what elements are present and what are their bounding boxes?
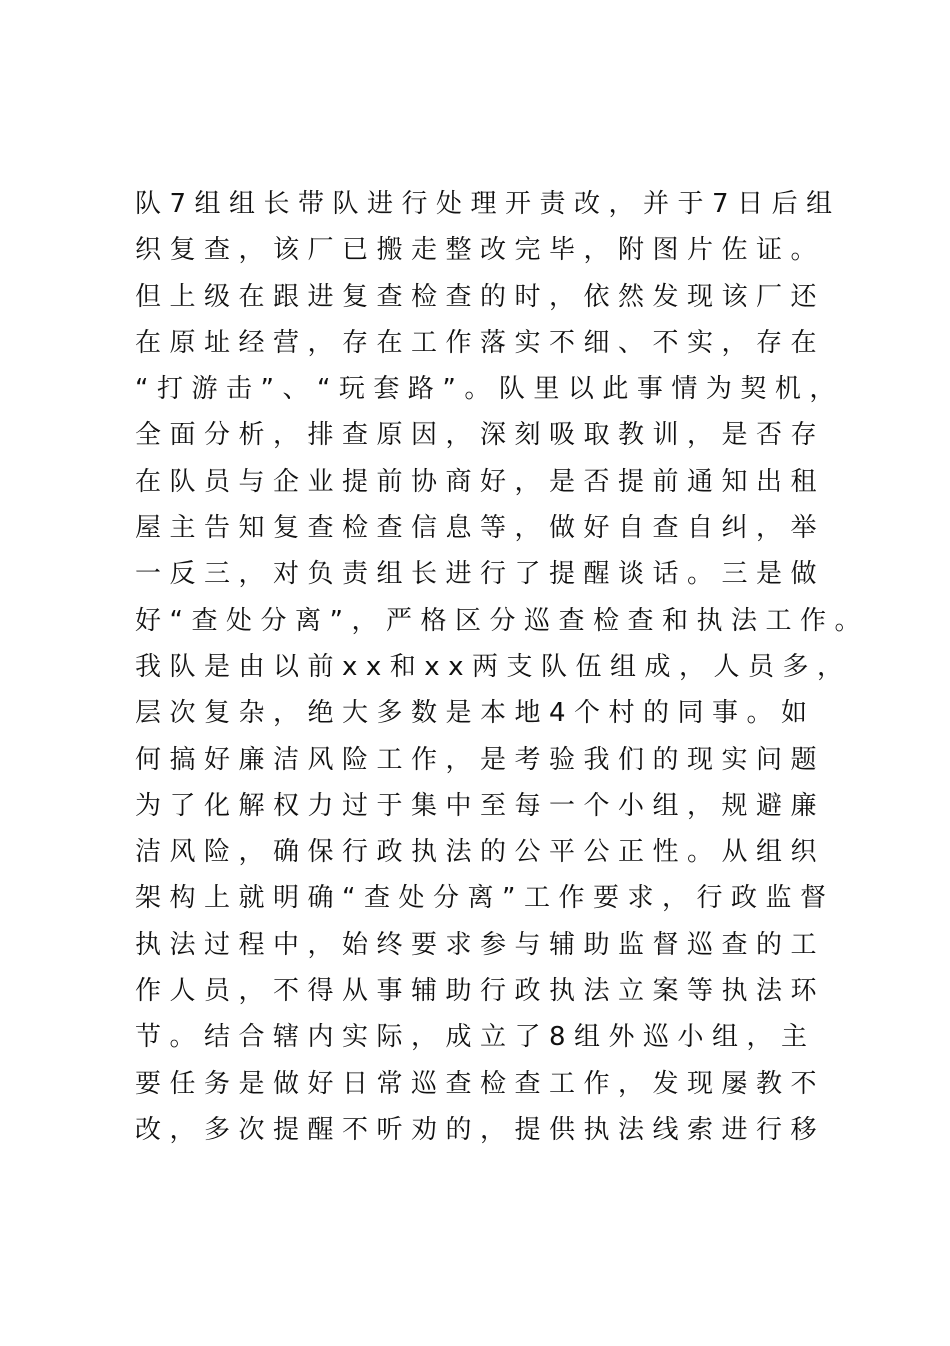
- text-line: 架构上就明确“查处分离”工作要求，行政监督: [135, 883, 835, 914]
- text-line: 在原址经营，存在工作落实不细、不实，存在: [135, 327, 826, 358]
- text-line: 我队是由以前xx和xx两支队伍组成，人员多，: [135, 651, 852, 682]
- text-line: 一反三，对负责组长进行了提醒谈话。三是做: [135, 559, 826, 590]
- text-line: 为了化解权力过于集中至每一个小组，规避廉: [135, 790, 826, 821]
- text-line: 要任务是做好日常巡查检查工作，发现屡教不: [135, 1068, 826, 1099]
- text-line: “打游击”、“玩套路”。队里以此事情为契机，: [135, 374, 844, 405]
- text-line: 屋主告知复查检查信息等，做好自查自纠，举: [135, 513, 826, 544]
- text-line: 作人员，不得从事辅助行政执法立案等执法环: [135, 976, 826, 1007]
- text-line: 织复查，该厂已搬走整改完毕，附图片佐证。: [135, 235, 826, 266]
- text-line: 队7组组长带队进行处理开责改，并于7日后组: [135, 189, 841, 219]
- text-line: 在队员与企业提前协商好，是否提前通知出租: [135, 466, 826, 497]
- text-line: 好“查处分离”，严格区分巡查检查和执法工作。: [135, 605, 869, 636]
- text-line: 改，多次提醒不听劝的，提供执法线索进行移: [135, 1114, 826, 1145]
- text-line: 洁风险，确保行政执法的公平公正性。从组织: [135, 837, 826, 868]
- text-line: 执法过程中，始终要求参与辅助监督巡查的工: [135, 929, 826, 960]
- body-text: [135, 181, 895, 1153]
- text-line: 层次复杂，绝大多数是本地4个村的同事。如: [135, 698, 816, 729]
- text-line: 何搞好廉洁风险工作，是考验我们的现实问题: [135, 744, 826, 775]
- text-line: 全面分析，排查原因，深刻吸取教训，是否存: [135, 420, 826, 451]
- text-line: 但上级在跟进复查检查的时，依然发现该厂还: [135, 281, 826, 312]
- text-line: 节。结合辖内实际，成立了8组外巡小组，主: [135, 1022, 816, 1053]
